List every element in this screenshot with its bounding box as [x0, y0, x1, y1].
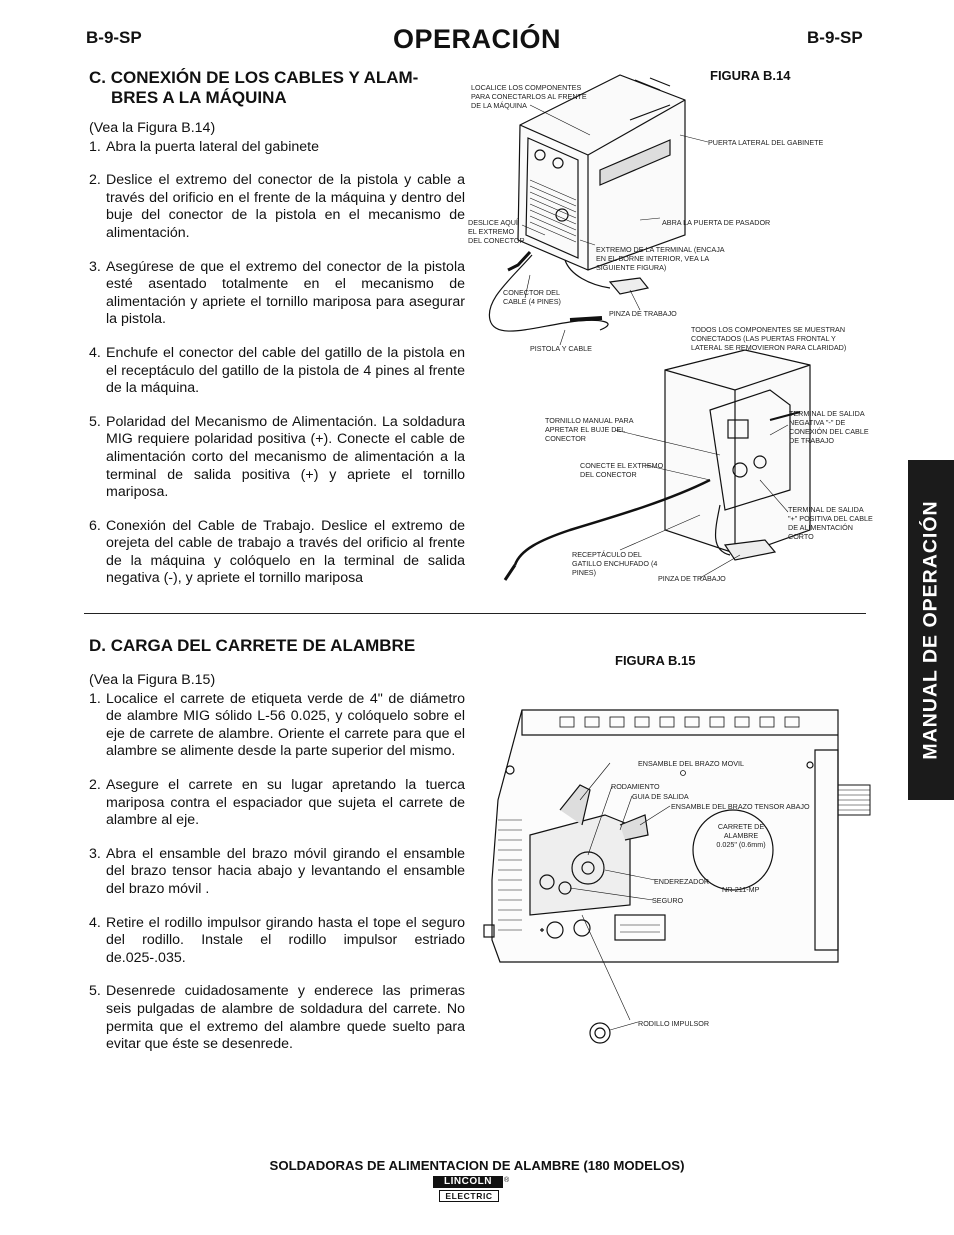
page-code-left: B-9-SP	[86, 28, 142, 47]
callout-spool	[703, 822, 779, 849]
section-divider	[84, 613, 866, 614]
list-item: 5. Polaridad del Mecanismo de Alimentación. La soldadura MIG requiere polaridad positiva (+). Conecte el cable de alimentación corto del mecanismo de alimentación a la terminal de salida positiva (+) y apriete el tornillo mariposa.	[89, 413, 465, 501]
side-tab-label: MANUAL DE OPERACIÓN	[919, 500, 942, 760]
callout-outlet-guide: GUIA DE SALIDA	[632, 792, 689, 801]
section-c-ref: (Vea la Figura B.14)	[89, 120, 216, 136]
section-d-ref: (Vea la Figura B.15)	[89, 672, 216, 688]
callout-terminal-end: EXTREMO DE LA TERMINAL (ENCAJA EN EL BORNE INTERIOR, VEA LA SIGUIENTE FIGURA)	[596, 245, 725, 272]
callout-bearing: RODAMIENTO	[611, 782, 660, 791]
logo-top: LINCOLN	[433, 1176, 503, 1188]
list-item: 2. Deslice el extremo del conector de la pistola y cable a través del orificio en el frente de la máquina y dentro del buje del conector de la pistola en el mecanismo de alimentación.	[89, 172, 465, 241]
callout-spool-line1: CARRETE DE	[717, 822, 765, 831]
figure-b15-drawing	[470, 700, 890, 1050]
callout-connect-end: CONECTE EL EXTREMO DEL CONECTOR	[580, 461, 664, 479]
callout-door: PUERTA LATERAL DEL GABINETE	[708, 138, 824, 147]
callout-thumbscrew: TORNILLO MANUAL PARA APRETAR EL BUJE DEL CONECTOR	[545, 416, 634, 443]
section-c-title-line1: C. CONEXIÓN DE LOS CABLES Y ALAM-	[89, 68, 419, 87]
logo-bottom: ELECTRIC	[439, 1190, 499, 1202]
callout-part-number: NR-211-MP	[722, 885, 760, 894]
callout-all-shown: TODOS LOS COMPONENTES SE MUESTRAN CONECTADOS (LAS PUERTAS FRONTAL Y LATERAL SE REMOVIERON PARA CLARIDAD)	[691, 325, 847, 352]
section-c-title	[89, 68, 467, 108]
callout-latch: ABRA LA PUERTA DE PASADOR	[662, 218, 771, 227]
figure-b14-label: FIGURA B.14	[710, 68, 791, 83]
list-item: 4. Enchufe el conector del cable del gatillo de la pistola en el receptáculo del gatillo de la pistola de 4 pines al frente de la máquina.	[89, 344, 465, 397]
section-d-title: D. CARGA DEL CARRETE DE ALAMBRE	[89, 636, 416, 655]
callout-locate: LOCALICE LOS COMPONENTES PARA CONECTARLOS AL FRENTE DE LA MÁQUINA	[471, 83, 587, 110]
callout-receptacle: RECEPTÁCULO DEL GATILLO ENCHUFADO (4 PINES)	[572, 550, 658, 577]
section-d-body	[89, 672, 465, 1070]
callout-gun-cable: PISTOLA Y CABLE	[530, 344, 592, 353]
callout-spool-line2: ALAMBRE	[723, 831, 759, 840]
callout-negative-terminal: TERMINAL DE SALIDA NEGATIVA "-" DE CONEXIÓN DEL CABLE DE TRABAJO	[789, 409, 869, 445]
list-item: 2. Asegure el carrete en su lugar apretando la tuerca mariposa contra el espaciador que sujeta el carrete de alambre al eje.	[89, 776, 465, 829]
list-item: 3. Abra el ensamble del brazo móvil girando el ensamble del brazo tensor hacia abajo y levantando el ensamble del brazo móvil .	[89, 845, 465, 897]
list-item: 5. Desenrede cuidadosamente y enderece las primeras seis pulgadas de alambre de soldadura del carrete. No permita que el extremo del alambre quede suelto para evitar que éste se desenrede.	[89, 983, 465, 1053]
callout-straightener: ENDEREZADOR	[654, 877, 710, 886]
callout-work-clamp-2: PINZA DE TRABAJO	[658, 574, 726, 583]
footer-title: SOLDADORAS DE ALIMENTACION DE ALAMBRE (180 MODELOS)	[269, 1158, 685, 1173]
page-code-right: B-9-SP	[807, 28, 863, 47]
callout-lock: SEGURO	[652, 896, 684, 905]
lincoln-electric-logo	[433, 1176, 511, 1203]
callout-spool-line3: 0.025" (0.6mm)	[716, 840, 766, 849]
figure-b15-label: FIGURA B.15	[615, 653, 696, 668]
callout-movable-arm: ENSAMBLE DEL BRAZO MOVIL	[638, 759, 744, 768]
callout-tensor-arm: ENSAMBLE DEL BRAZO TENSOR ABAJO	[671, 802, 810, 811]
logo-registered: ®	[504, 1177, 510, 1184]
callout-cable-connector: CONECTOR DEL CABLE (4 PINES)	[503, 288, 561, 306]
callout-drive-roll: RODILLO IMPULSOR	[638, 1019, 710, 1028]
page-title: OPERACIÓN	[392, 24, 562, 54]
callout-positive-terminal: TERMINAL DE SALIDA "+" POSITIVA DEL CABLE DE ALIMENTACIÓN CORTO	[788, 505, 873, 541]
callout-work-clamp-1: PINZA DE TRABAJO	[609, 309, 677, 318]
section-c-body	[89, 120, 465, 604]
section-c-title-line2: BRES A LA MÁQUINA	[111, 88, 287, 107]
side-tab	[908, 460, 954, 800]
list-item: 3. Asegúrese de que el extremo del conector de la pistola esté asentado totalmente en el mecanismo de alimentación y apriete el tornillo mariposa para asegurar la pistola.	[89, 258, 465, 328]
list-item: 1. Abra la puerta lateral del gabinete	[89, 138, 319, 155]
list-item: 6. Conexión del Cable de Trabajo. Deslice el extremo de orejeta del cable de trabajo a través del orificio al frente de la máquina y colóquelo en la terminal de salida negativa (-), y apriete el tornillo mariposa	[89, 517, 465, 587]
callout-slide: DESLICE AQUÍ EL EXTREMO DEL CONECTOR	[468, 218, 525, 245]
list-item: 4. Retire el rodillo impulsor girando hasta el tope el seguro del rodillo. Instale el rodillo impulsor estriado de.025-.035.	[89, 914, 465, 966]
list-item: 1. Localice el carrete de etiqueta verde de 4" de diámetro de alambre MIG sólido L-56 0.025, y colóquelo sobre el eje de carrete de alambre. Oriente el carrete para que el alambre se alimente desde la parte superior del mismo.	[89, 690, 465, 760]
